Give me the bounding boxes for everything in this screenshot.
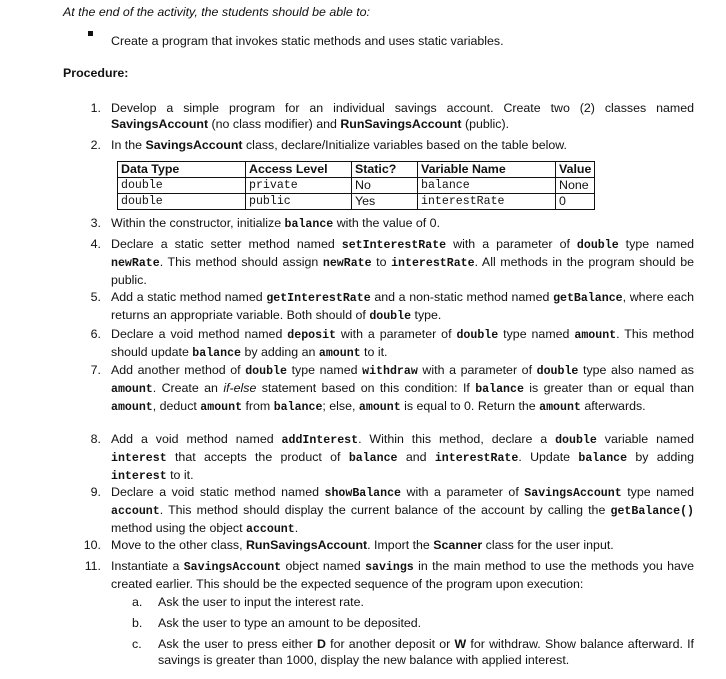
table-cell: private (246, 178, 352, 194)
step-1: Develop a simple program for an individual savings account. Create two (2) classes named SavingsAccount (no class modifier) and RunSavingsAccount (public). (111, 101, 694, 131)
table-cell: double (118, 194, 246, 210)
step-10: Move to the other class, RunSavingsAccount. Import the Scanner class for the user input. (111, 538, 614, 552)
step-3: Within the constructor, initialize balance with the value of 0. (111, 216, 441, 231)
table-cell: double (118, 178, 246, 194)
table-header-cell: Access Level (246, 162, 352, 178)
table-row (118, 178, 595, 194)
step-number: 8. (90, 432, 101, 446)
intro-text: At the end of the activity, the students should be able to: (63, 5, 370, 19)
substep-letter: a. (132, 595, 143, 609)
step-11: Instantiate a SavingsAccount object named savings in the main method to use the methods you have created earlier. This should be the expected sequence of the program upon execution: (111, 559, 694, 591)
substep-c: Ask the user to press either D for another deposit or W for withdraw. Show balance afterward. If savings is greater than 1000, display the new balance with applied interest. (158, 637, 695, 667)
substep-letter: b. (132, 616, 143, 630)
objective-text: Create a program that invokes static methods and uses static variables. (111, 34, 504, 48)
substep-a: Ask the user to input the interest rate. (158, 595, 364, 609)
step-number: 3. (90, 216, 101, 230)
step-number: 6. (90, 327, 101, 341)
step-number: 10. (83, 538, 101, 552)
step-number: 9. (90, 485, 101, 499)
table-header-row (118, 162, 595, 178)
step-4: Declare a static setter method named setInterestRate with a parameter of double type named newRate. This method should assign newRate to interestRate. All methods in the program should be public. (111, 237, 695, 287)
table-header-cell: Variable Name (418, 162, 556, 178)
step-6: Declare a void method named deposit with a parameter of double type named amount. This method should update balance by adding an amount to it. (111, 327, 694, 360)
table-header-cell: Static? (352, 162, 418, 178)
step-number: 7. (90, 363, 101, 377)
step-number: 5. (90, 290, 101, 304)
substep-b: Ask the user to type an amount to be deposited. (158, 616, 422, 630)
table-header-cell: Value (556, 162, 595, 178)
step-7: Add another method of double type named withdraw with a parameter of double type also named as amount. Create an if-else statement based on this condition: If balance is greater than or equal than amount, deduct amount from balance; else, amount is equal to 0. Return the amount afterwards. (111, 363, 694, 414)
table-cell: 0 (556, 194, 595, 210)
table-cell: balance (418, 178, 556, 194)
step-number: 1. (90, 101, 101, 115)
step-8: Add a void method named addInterest. Within this method, declare a double variable named interest that accepts the product of balance and interestRate. Update balance by adding interest to it. (111, 432, 694, 483)
procedure-heading: Procedure: (63, 66, 129, 80)
step-2: In the SavingsAccount class, declare/Initialize variables based on the table below. (111, 138, 567, 152)
step-5: Add a static method named getInterestRate and a non-static method named getBalance, where each returns an appropriate variable. Both should of double type. (111, 290, 694, 323)
bullet-icon (88, 31, 93, 36)
variables-table (117, 161, 595, 210)
table-cell: Yes (352, 194, 418, 210)
step-number: 2. (90, 138, 101, 152)
substep-letter: c. (132, 637, 142, 651)
table-header-cell: Data Type (118, 162, 246, 178)
table-cell: No (352, 178, 418, 194)
step-9: Declare a void static method named showBalance with a parameter of SavingsAccount type named account. This method should display the current balance of the account by calling the getBalance() method using the object account. (111, 485, 695, 536)
table-cell: public (246, 194, 352, 210)
table-cell: interestRate (418, 194, 556, 210)
step-number: 4. (90, 237, 101, 251)
step-number: 11. (84, 559, 101, 573)
table-row (118, 194, 595, 210)
table-cell: None (556, 178, 595, 194)
